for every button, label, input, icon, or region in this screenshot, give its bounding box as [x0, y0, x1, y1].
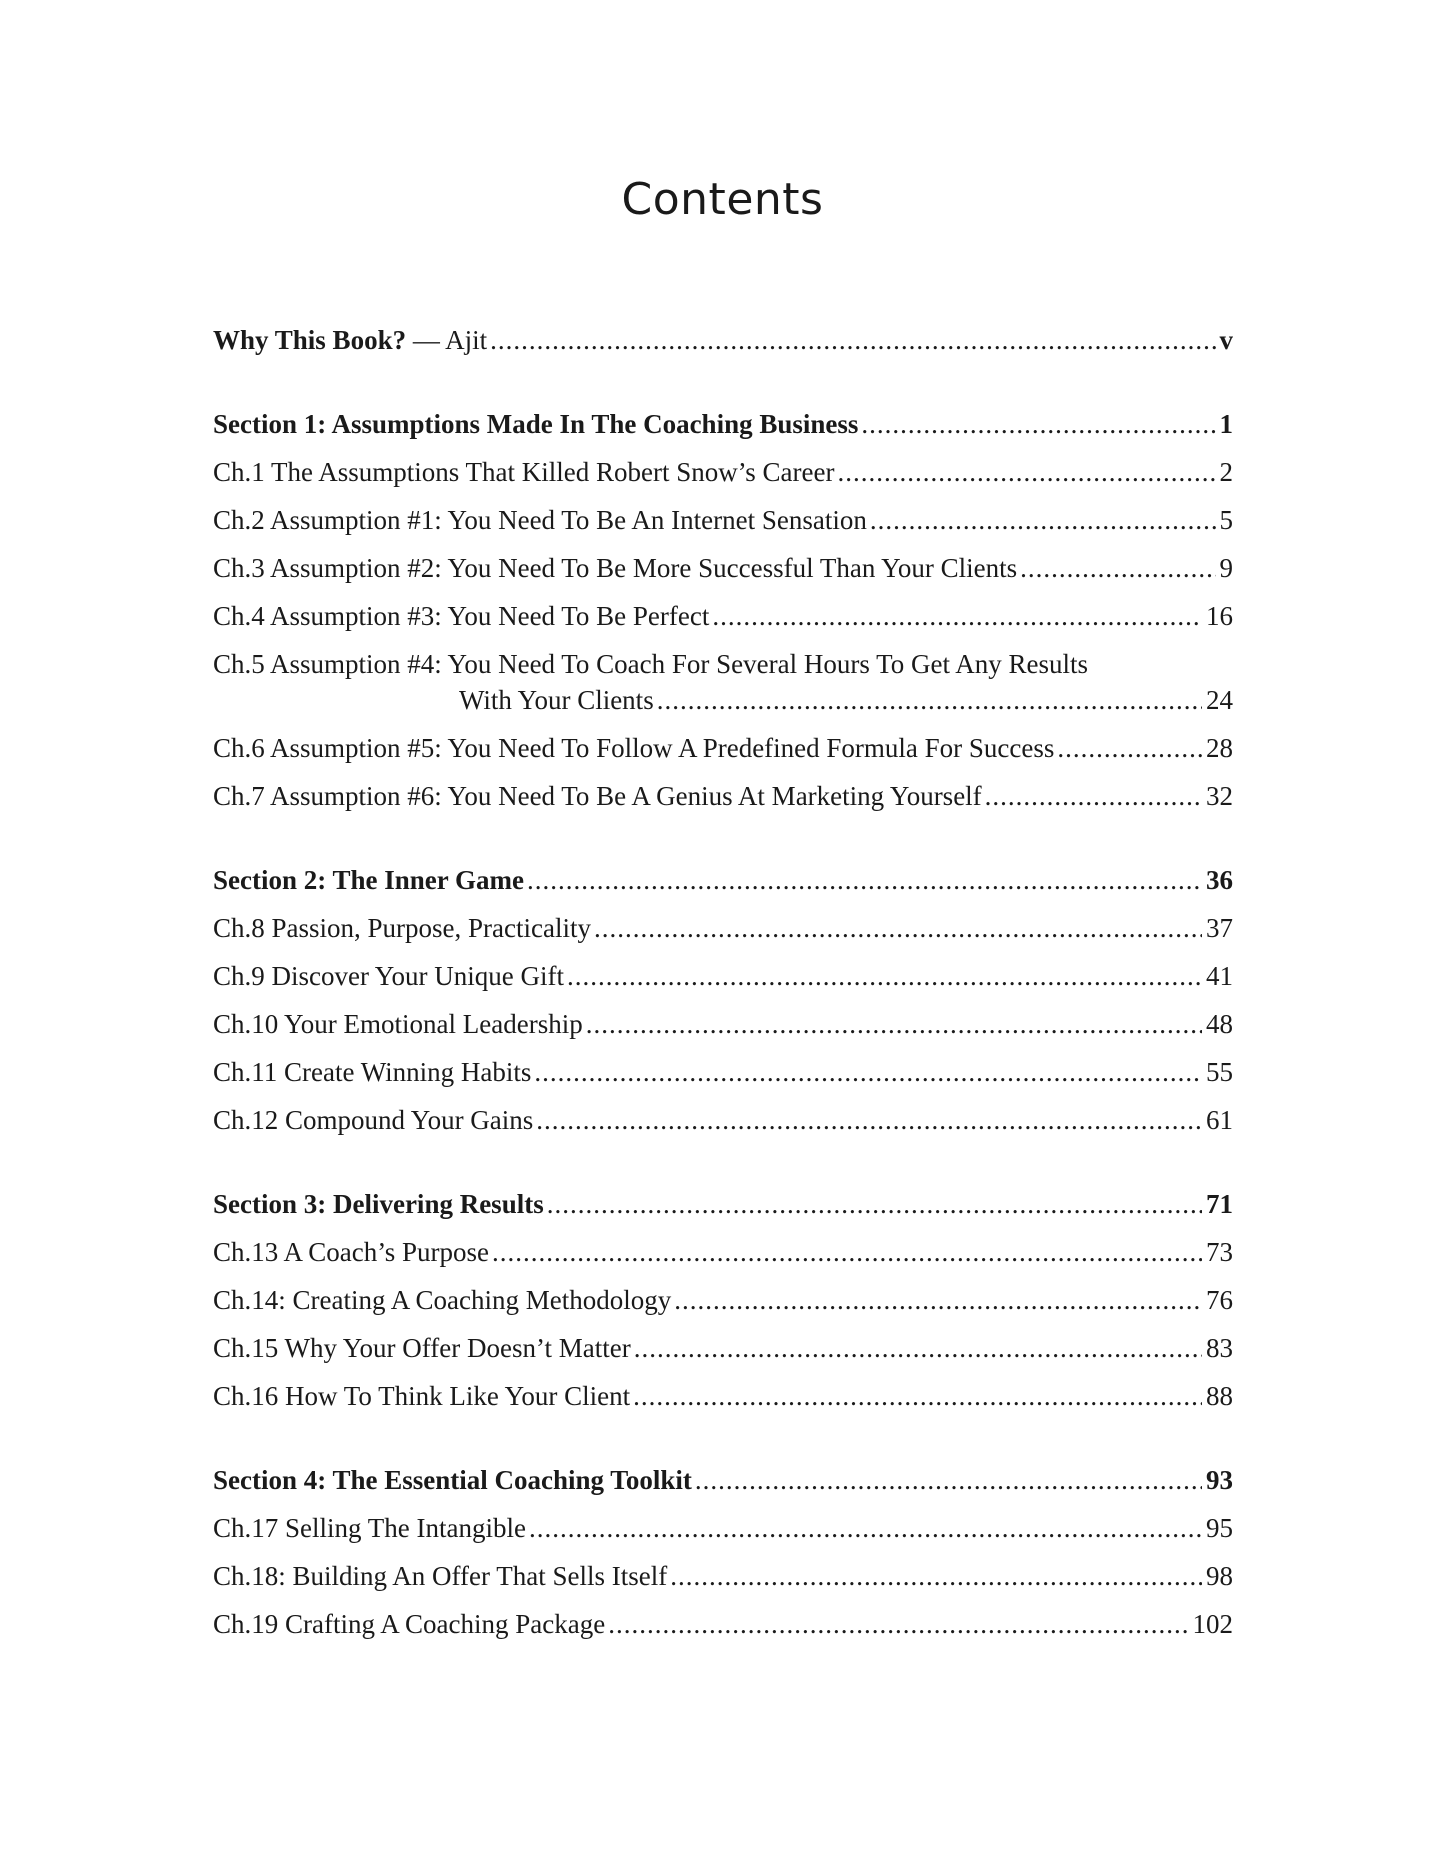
dot-leader: [492, 1234, 1202, 1270]
toc-chapter-entry[interactable]: [213, 598, 1233, 646]
toc-chapter-label: Ch.10 Your Emotional Leadership: [213, 1009, 583, 1039]
toc-chapter-label: Ch.14: Creating A Coaching Methodology: [213, 1285, 672, 1315]
toc-chapter-entry[interactable]: [213, 1330, 1233, 1378]
toc-chapter-label: Ch.4 Assumption #3: You Need To Be Perfect: [213, 601, 710, 631]
toc-chapter-label: Ch.16 How To Think Like Your Client: [213, 1381, 631, 1411]
toc-chapter-entry[interactable]: [213, 1054, 1233, 1102]
toc-page-number: 9: [1219, 553, 1233, 583]
toc-chapter-entry[interactable]: [213, 778, 1233, 826]
toc-chapter-entry[interactable]: [213, 1234, 1233, 1282]
toc-page-number: 28: [1206, 733, 1233, 763]
dot-leader: [657, 682, 1202, 718]
toc-chapter-label: Ch.1 The Assumptions That Killed Robert Snow’s Career: [213, 457, 835, 487]
toc-page-number: 36: [1206, 865, 1233, 895]
toc-page-number: 5: [1219, 505, 1233, 535]
toc-chapter-label: Ch.2 Assumption #1: You Need To Be An Internet Sensation: [213, 505, 867, 535]
toc-chapter-entry-multiline[interactable]: [213, 646, 1233, 730]
toc-section-heading[interactable]: [213, 862, 1233, 910]
dot-leader: [633, 1378, 1202, 1414]
dot-leader: [985, 778, 1202, 814]
toc-chapter-entry[interactable]: [213, 1378, 1233, 1426]
section-gap: [213, 1150, 1233, 1186]
toc-chapter-entry[interactable]: [213, 910, 1233, 958]
dot-leader: [594, 910, 1202, 946]
toc-section-heading[interactable]: [213, 406, 1233, 454]
toc-page-number: 83: [1206, 1333, 1233, 1363]
toc-chapter-label: Ch.12 Compound Your Gains: [213, 1105, 534, 1135]
toc-section-label: Section 3: Delivering Results: [213, 1189, 544, 1219]
dot-leader: [608, 1606, 1188, 1642]
toc-page-number: 73: [1206, 1237, 1233, 1267]
section-gap: [213, 1426, 1233, 1462]
dot-leader: [634, 1330, 1202, 1366]
toc-page-number: 37: [1206, 913, 1233, 943]
toc-chapter-entry[interactable]: [213, 550, 1233, 598]
dot-leader: [547, 1186, 1202, 1222]
dot-leader: [586, 1006, 1202, 1042]
toc-page-number: 71: [1206, 1189, 1233, 1219]
toc-page-number: v: [1219, 325, 1233, 355]
dot-leader: [490, 322, 1215, 358]
toc-section-label: Section 1: Assumptions Made In The Coaching Business: [213, 409, 859, 439]
toc-page-number: 24: [1206, 685, 1233, 715]
toc-preface-author: — Ajit: [406, 325, 488, 355]
toc-chapter-entry[interactable]: [213, 1102, 1233, 1150]
table-of-contents: [213, 322, 1233, 1654]
dot-leader: [695, 1462, 1202, 1498]
section-gap: [213, 826, 1233, 862]
toc-chapter-label: Ch.15 Why Your Offer Doesn’t Matter: [213, 1333, 631, 1363]
toc-chapter-entry[interactable]: [213, 502, 1233, 550]
toc-chapter-entry[interactable]: [213, 1510, 1233, 1558]
toc-page-number: 41: [1206, 961, 1233, 991]
toc-section-heading[interactable]: [213, 1186, 1233, 1234]
toc-entry-preface[interactable]: [213, 322, 1233, 370]
dot-leader: [536, 1102, 1202, 1138]
toc-section-label: Section 4: The Essential Coaching Toolkit: [213, 1465, 692, 1495]
dot-leader: [870, 502, 1216, 538]
toc-page-number: 2: [1219, 457, 1233, 487]
toc-chapter-label: Ch.13 A Coach’s Purpose: [213, 1237, 490, 1267]
dot-leader: [670, 1558, 1202, 1594]
dot-leader: [712, 598, 1202, 634]
toc-chapter-entry[interactable]: [213, 730, 1233, 778]
toc-page-number: 98: [1206, 1561, 1233, 1591]
toc-chapter-label: Ch.6 Assumption #5: You Need To Follow A Predefined Formula For Success: [213, 733, 1055, 763]
toc-page-number: 93: [1206, 1465, 1233, 1495]
toc-page-number: 48: [1206, 1009, 1233, 1039]
dot-leader: [674, 1282, 1202, 1318]
toc-page-number: 16: [1206, 601, 1233, 631]
toc-page-number: 61: [1206, 1105, 1233, 1135]
toc-page-number: 88: [1206, 1381, 1233, 1411]
dot-leader: [837, 454, 1215, 490]
toc-preface-label: Why This Book?: [213, 325, 407, 355]
toc-chapter-label: Ch.19 Crafting A Coaching Package: [213, 1609, 606, 1639]
dot-leader: [861, 406, 1215, 442]
section-gap: [213, 370, 1233, 406]
toc-page-number: 76: [1206, 1285, 1233, 1315]
page-title: Contents: [621, 174, 824, 225]
toc-chapter-entry[interactable]: [213, 1558, 1233, 1606]
toc-chapter-label: Ch.5 Assumption #4: You Need To Coach For Several Hours To Get Any Results: [213, 649, 1088, 679]
toc-chapter-label: Ch.9 Discover Your Unique Gift: [213, 961, 564, 991]
toc-page-number: 1: [1219, 409, 1233, 439]
toc-section-label: Section 2: The Inner Game: [213, 865, 525, 895]
toc-chapter-entry[interactable]: [213, 1282, 1233, 1330]
toc-chapter-label: Ch.3 Assumption #2: You Need To Be More Successful Than Your Clients: [213, 553, 1018, 583]
toc-page-number: 55: [1206, 1057, 1233, 1087]
dot-leader: [529, 1510, 1202, 1546]
toc-chapter-entry[interactable]: [213, 958, 1233, 1006]
toc-chapter-entry[interactable]: [213, 1006, 1233, 1054]
toc-chapter-entry[interactable]: [213, 1606, 1233, 1654]
toc-section-heading[interactable]: [213, 1462, 1233, 1510]
dot-leader: [534, 1054, 1202, 1090]
dot-leader: [1057, 730, 1202, 766]
toc-page-number: 32: [1206, 781, 1233, 811]
dot-leader: [527, 862, 1202, 898]
toc-page-number: 102: [1192, 1609, 1233, 1639]
dot-leader: [567, 958, 1202, 994]
dot-leader: [1020, 550, 1215, 586]
toc-chapter-label: Ch.18: Building An Offer That Sells Itself: [213, 1561, 668, 1591]
toc-chapter-label: Ch.8 Passion, Purpose, Practicality: [213, 913, 591, 943]
toc-chapter-label: Ch.11 Create Winning Habits: [213, 1057, 532, 1087]
toc-chapter-label: Ch.17 Selling The Intangible: [213, 1513, 526, 1543]
toc-chapter-entry[interactable]: [213, 454, 1233, 502]
toc-chapter-label: Ch.7 Assumption #6: You Need To Be A Genius At Marketing Yourself: [213, 781, 982, 811]
toc-page-number: 95: [1206, 1513, 1233, 1543]
toc-chapter-label-continued: With Your Clients: [459, 685, 654, 715]
